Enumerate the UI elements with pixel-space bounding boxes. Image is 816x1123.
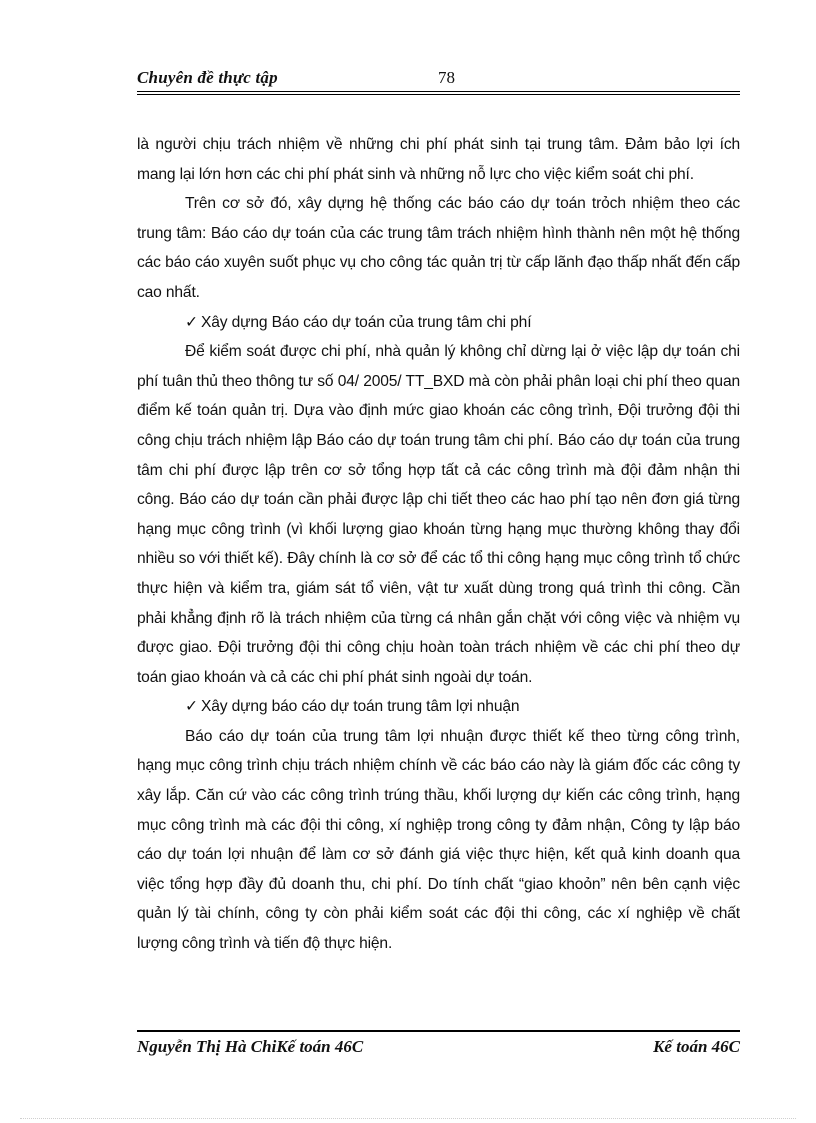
footer-divider (137, 1030, 740, 1032)
header-divider (137, 91, 740, 92)
page-bottom-border (20, 1118, 796, 1119)
body-text (137, 130, 740, 959)
footer-class: Kế toán 46C (653, 1037, 740, 1056)
paragraph-report-system: Trên cơ sở đó, xây dựng hệ thống các báo cáo dự toán trỏch nhiệm theo các trung tâm: Báo cáo dự toán của các trung tâm trách nhiệm hình thành nên một hệ thống các báo cáo xuyên suốt phục vụ cho công tác quản trị từ cấp lãnh đạo thấp nhất đến cấp cao nhất. (137, 195, 740, 301)
header-title: Chuyên đề thực tập (137, 68, 278, 87)
bullet-cost-center (137, 308, 740, 338)
checkmark-icon: ✓ (185, 313, 198, 331)
header-divider-thin (137, 94, 740, 95)
bullet-cost-center-label: Xây dựng Báo cáo dự toán của trung tâm chi phí (201, 313, 532, 331)
bullet-profit-center (137, 692, 740, 722)
page-number: 78 (438, 68, 455, 87)
paragraph-profit-center: Báo cáo dự toán của trung tâm lợi nhuận được thiết kế theo từng công trình, hạng mục công trình chịu trách nhiệm chính về các báo cáo này là giám đốc các công ty xây lắp. Căn cứ vào các công trình trúng thầu, khối lượng dự kiến các công trình, hạng mục công trình mà các đội thi công, xí nghiệp trong công ty đảm nhận, Công ty lập báo cáo dự toán lợi nhuận để làm cơ sở đánh giá việc thực hiện, kết quả kinh doanh qua việc tổng hợp đầy đủ doanh thu, chi phí. Do tính chất “giao khoỏn” nên bên cạnh việc quản lý tài chính, công ty còn phải kiểm soát các đội thi công, các xí nghiệp về chất lượng công trình và tiến độ thực hiện. (137, 727, 740, 953)
checkmark-icon: ✓ (185, 698, 198, 716)
paragraph-continuation: là người chịu trách nhiệm về những chi phí phát sinh tại trung tâm. Đảm bảo lợi ích mang lại lớn hơn các chi phí phát sinh và những nỗ lực cho việc kiểm soát chi phí. (137, 136, 740, 183)
bullet-profit-center-label: Xây dựng báo cáo dự toán trung tâm lợi nhuận (201, 698, 520, 716)
footer-author: Nguyễn Thị Hà ChiKế toán 46C (137, 1037, 364, 1056)
paragraph-cost-center: Để kiểm soát được chi phí, nhà quản lý không chỉ dừng lại ở việc lập dự toán chi phí tuân thủ theo thông tư số 04/ 2005/ TT_BXD mà còn phải phân loại chi phí theo quan điểm kế toán quản trị. Dựa vào định mức giao khoán các công trình, Đội trưởng đội thi công chịu trách nhiệm lập Báo cáo dự toán trung tâm chi phí. Báo cáo dự toán của trung tâm chi phí được lập trên cơ sở tổng hợp tất cả các công trình mà đội đảm nhận thi công. Báo cáo dự toán cần phải được lập chi tiết theo các hao phí tạo nên đơn giá từng hạng mục công trình (vì khối lượng giao khoán từng hạng mục thường không thay đổi nhiều so với thiết kế). Đây chính là cơ sở để các tổ thi công hạng mục công trình tổ chức thực hiện và kiểm tra, giám sát tổ viên, vật tư xuất dùng trong quá trình thi công. Cần phải khẳng định rõ là trách nhiệm của từng cá nhân gắn chặt với công việc và nhiệm vụ được giao. Đội trưởng đội thi công chịu hoàn toàn trách nhiệm về các chi phí theo dự toán giao khoán và cả các chi phí phát sinh ngoài dự toán. (137, 343, 740, 686)
